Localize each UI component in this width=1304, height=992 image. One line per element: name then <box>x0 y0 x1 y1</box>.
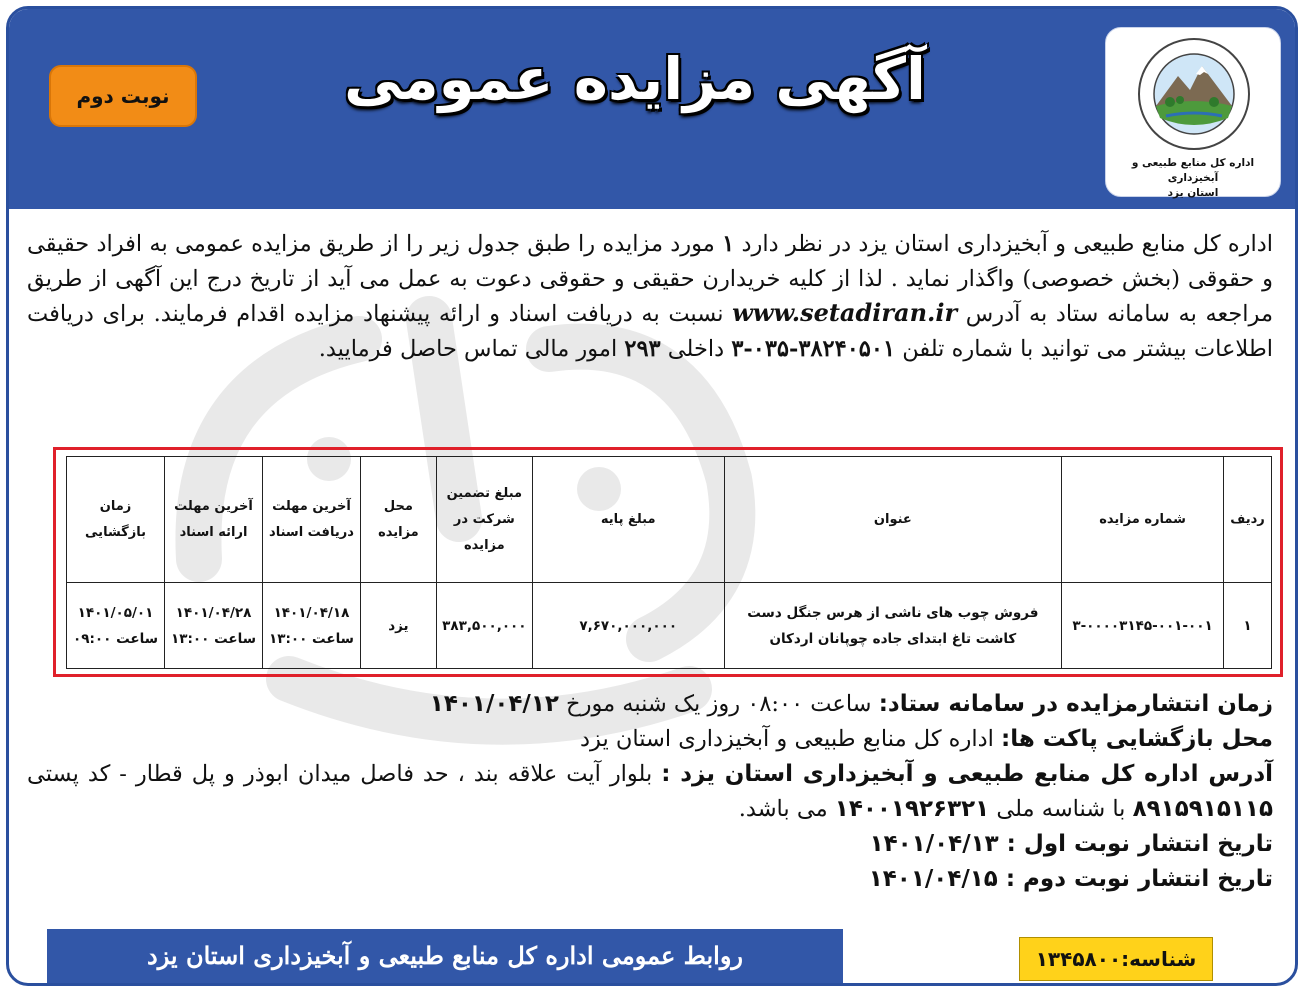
opening-place-line: محل بازگشایی پاکت ها: اداره کل منابع طبیعی و آبخیزداری استان یزد <box>580 726 1273 752</box>
header-guarantee: مبلغ تضمین شرکت در مزایده <box>436 457 532 583</box>
intro-text-2: مورد مزایده را طبق جدول زیر را از طریق مزایده عمومی به افراد حقیقی و حقوقی (بخش خصوصی) واگذار نماید . لذا از کلیه خریدارن حقیقی و حقوقی دعوت به عمل می آید از تاریخ درج این آگهی از طریق مراجعه به سامانه ستاد به آدرس <box>27 231 1273 327</box>
header-row-number: ردیف <box>1224 457 1272 583</box>
cell-receive-deadline: ۱۴۰۱/۰۴/۱۸ ساعت ۱۳:۰۰ <box>262 583 360 669</box>
intro-text-4: داخلی <box>660 335 732 362</box>
publish-line: زمان انتشارمزایده در سامانه ستاد: ساعت ۰۸:۰۰ روز یک شنبه مورخ ۱۴۰۱/۰۴/۱۲ <box>429 691 1273 717</box>
cell-opening-time: ۱۴۰۱/۰۵/۰۱ ساعت ۰۹:۰۰ <box>67 583 165 669</box>
round-badge: نوبت دوم <box>49 65 197 127</box>
notice-title: آگهی مزایده عمومی <box>344 45 926 113</box>
header-receive-deadline: آخرین مهلت دریافت اسناد <box>262 457 360 583</box>
intro-text-5: امور مالی تماس حاصل فرمایید. <box>318 335 625 362</box>
publisher-bar: روابط عمومی اداره کل منابع طبیعی و آبخیزداری استان یزد <box>47 929 843 985</box>
header-auction-number: شماره مزایده <box>1062 457 1224 583</box>
cell-submit-deadline: ۱۴۰۱/۰۴/۲۸ ساعت ۱۳:۰۰ <box>165 583 263 669</box>
website-link[interactable]: www.setadiran.ir <box>732 298 958 327</box>
header-base-price: مبلغ پایه <box>532 457 724 583</box>
first-publication-line: تاریخ انتشار نوبت اول : ۱۴۰۱/۰۴/۱۳ <box>869 831 1273 857</box>
notice-frame <box>6 6 1298 986</box>
logo-caption-line1: اداره کل منابع طبیعی و آبخیزداری <box>1131 157 1255 184</box>
logo-caption-line2: استان یزد <box>1167 187 1219 199</box>
phone-number: ۳-۰۳۵-۳۸۲۴۰۵۰۱ <box>731 335 896 362</box>
auction-table <box>66 456 1272 669</box>
header-subject: عنوان <box>724 457 1061 583</box>
intro-text-1: اداره کل منابع طبیعی و آبخیزداری استان یزد در نظر دارد <box>734 231 1273 257</box>
extension-number: ۲۹۳ <box>624 335 661 362</box>
table-header-row <box>67 457 1272 583</box>
cell-auction-number: ۳-۰۰۰۰۳۱۴۵-۰۰۱-۰۰۱ <box>1062 583 1224 669</box>
mountain-logo-icon <box>1136 36 1252 152</box>
table-row <box>67 583 1272 669</box>
header-band <box>9 9 1295 209</box>
header-submit-deadline: آخرین مهلت ارائه اسناد <box>165 457 263 583</box>
second-publication-line: تاریخ انتشار نوبت دوم : ۱۴۰۱/۰۴/۱۵ <box>868 866 1273 892</box>
intro-text-3: نسبت به دریافت اسناد و ارائه پیشنهاد مزایده اقدام فرمایند. برای دریافت اطلاعات بیشتر می توانید با شماره تلفن <box>27 301 1273 362</box>
cell-base-price: ۷,۶۷۰,۰۰۰,۰۰۰ <box>532 583 724 669</box>
details-section <box>27 687 1273 897</box>
intro-paragraph <box>27 227 1273 366</box>
cell-subject: فروش چوب های ناشی از هرس جنگل دست کاشت تاغ ابتدای جاده چوپانان اردکان <box>724 583 1061 669</box>
item-count: ۱ <box>722 231 735 257</box>
header-opening-time: زمان بازگشایی <box>67 457 165 583</box>
cell-row-number: ۱ <box>1224 583 1272 669</box>
cell-location: یزد <box>360 583 436 669</box>
organization-logo <box>1105 27 1281 197</box>
header-location: محل مزایده <box>360 457 436 583</box>
notice-id-box: شناسه:۱۳۴۵۸۰۰ <box>1019 937 1213 981</box>
cell-guarantee: ۳۸۳,۵۰۰,۰۰۰ <box>436 583 532 669</box>
address-line: آدرس اداره کل منابع طبیعی و آبخیزداری استان یزد : بلوار آیت علاقه بند ، حد فاصل میدان ابوذر و پل قطار - کد پستی ۸۹۱۵۹۱۵۱۱۵ با شناسه ملی ۱۴۰۰۱۹۲۶۳۲۱ می باشد. <box>27 761 1273 822</box>
auction-table-frame <box>53 447 1283 677</box>
